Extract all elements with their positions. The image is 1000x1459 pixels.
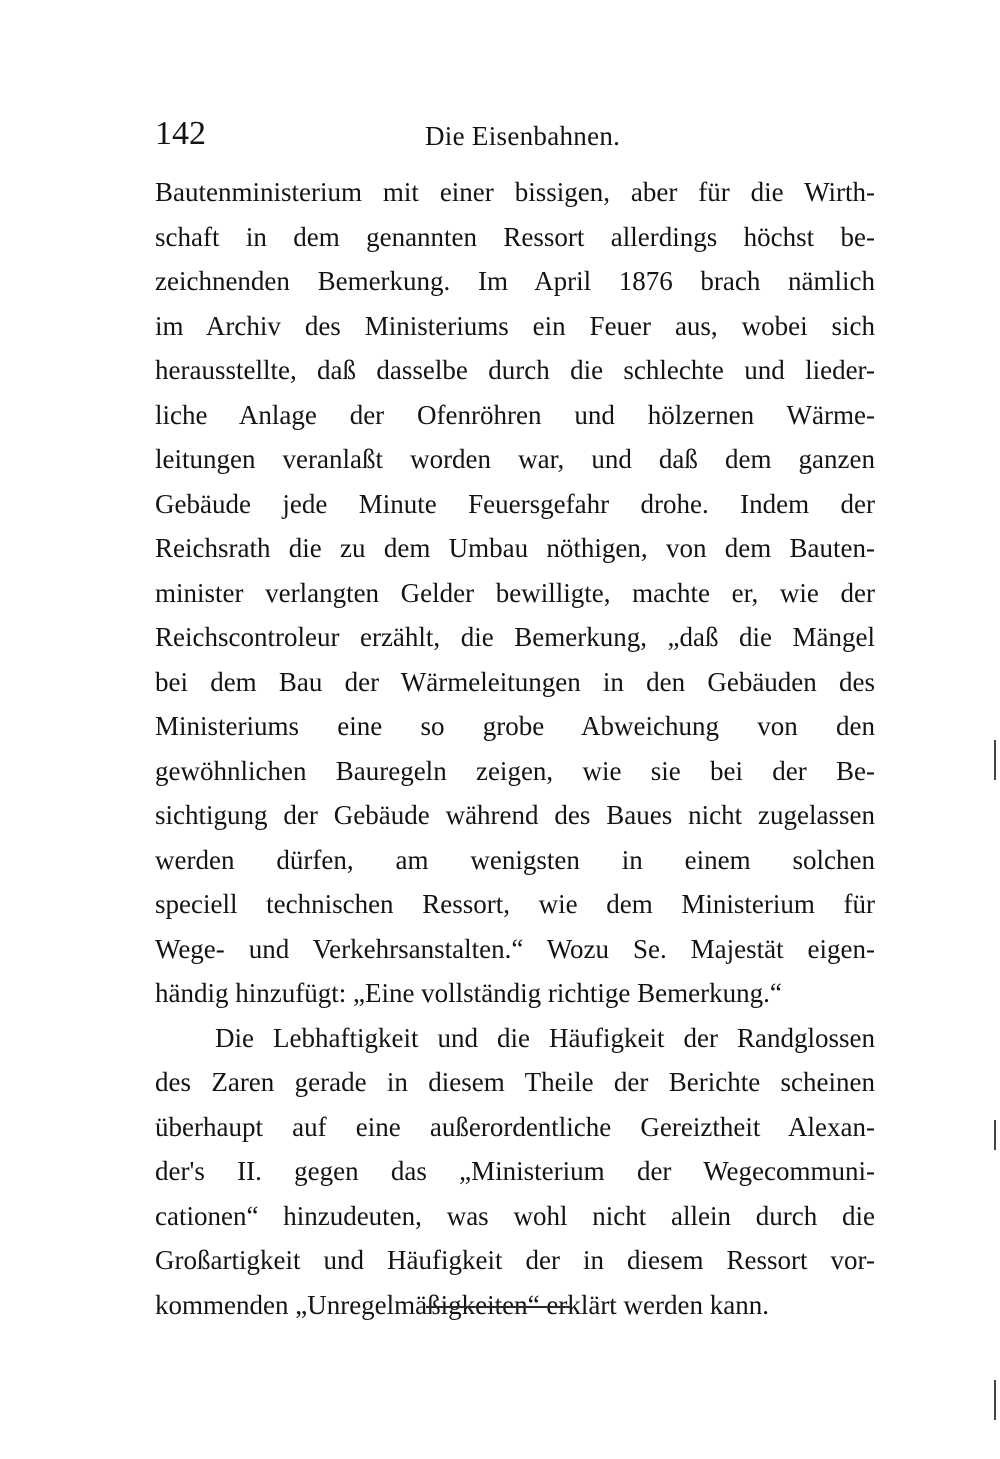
text-line: Ministeriums eine so grobe Abweichung von den bbox=[155, 711, 875, 741]
text-line: der's II. gegen das „Ministerium der Wegecommuni- bbox=[155, 1156, 875, 1186]
text-line: Reichsrath die zu dem Umbau nöthigen, von dem Bauten- bbox=[155, 533, 875, 563]
text-line: Gebäude jede Minute Feuersgefahr drohe. Indem der bbox=[155, 488, 875, 519]
text-line: speciell technischen Ressort, wie dem Ministerium für bbox=[155, 889, 875, 919]
text-line: überhaupt auf eine außerordentliche Gereiztheit Alexan- bbox=[155, 1111, 875, 1142]
text-line: kommenden „Unregelmäßigkeiten“ erklärt werden kann. bbox=[155, 1289, 769, 1320]
text-line: Reichscontroleur erzählt, die Bemerkung, „daß die Mängel bbox=[155, 622, 875, 652]
text-line: Die Lebhaftigkeit und die Häufigkeit der Randglossen bbox=[215, 1022, 875, 1053]
text-line: im Archiv des Ministeriums ein Feuer aus, wobei sich bbox=[155, 310, 875, 341]
text-line: liche Anlage der Ofenröhren und hölzernen Wärme- bbox=[155, 399, 875, 430]
body-text bbox=[155, 170, 875, 1327]
text-line: händig hinzufügt: „Eine vollständig richtige Bemerkung.“ bbox=[155, 978, 782, 1008]
text-line: bei dem Bau der Wärmeleitungen in den Gebäuden des bbox=[155, 666, 875, 697]
page-number: 142 bbox=[155, 115, 206, 152]
text-line: gewöhnlichen Bauregeln zeigen, wie sie bei der Be- bbox=[155, 755, 875, 786]
text-line: leitungen veranlaßt worden war, und daß dem ganzen bbox=[155, 444, 875, 474]
text-line: Bautenministerium mit einer bissigen, aber für die Wirth- bbox=[155, 177, 875, 207]
running-title: Die Eisenbahnen. bbox=[425, 121, 621, 151]
scan-edge-mark bbox=[994, 1120, 996, 1150]
text-line: herausstellte, daß dasselbe durch die schlechte und lieder- bbox=[155, 355, 875, 385]
text-line: werden dürfen, am wenigsten in einem solchen bbox=[155, 844, 875, 875]
running-head bbox=[155, 112, 875, 156]
end-rule bbox=[426, 1306, 572, 1308]
text-line: Wege- und Verkehrsanstalten.“ Wozu Se. Majestät eigen- bbox=[155, 933, 875, 964]
text-line: sichtigung der Gebäude während des Baues nicht zugelassen bbox=[155, 800, 875, 830]
text-line: cationen“ hinzudeuten, was wohl nicht allein durch die bbox=[155, 1200, 875, 1231]
text-line: des Zaren gerade in diesem Theile der Berichte scheinen bbox=[155, 1067, 875, 1097]
text-line: schaft in dem genannten Ressort allerdings höchst be- bbox=[155, 221, 875, 252]
scan-edge-mark bbox=[994, 1380, 996, 1420]
text-line: minister verlangten Gelder bewilligte, machte er, wie der bbox=[155, 577, 875, 608]
scan-edge-mark bbox=[994, 740, 996, 780]
text-line: Großartigkeit und Häufigkeit der in diesem Ressort vor- bbox=[155, 1245, 875, 1275]
text-line: zeichnenden Bemerkung. Im April 1876 brach nämlich bbox=[155, 266, 875, 296]
